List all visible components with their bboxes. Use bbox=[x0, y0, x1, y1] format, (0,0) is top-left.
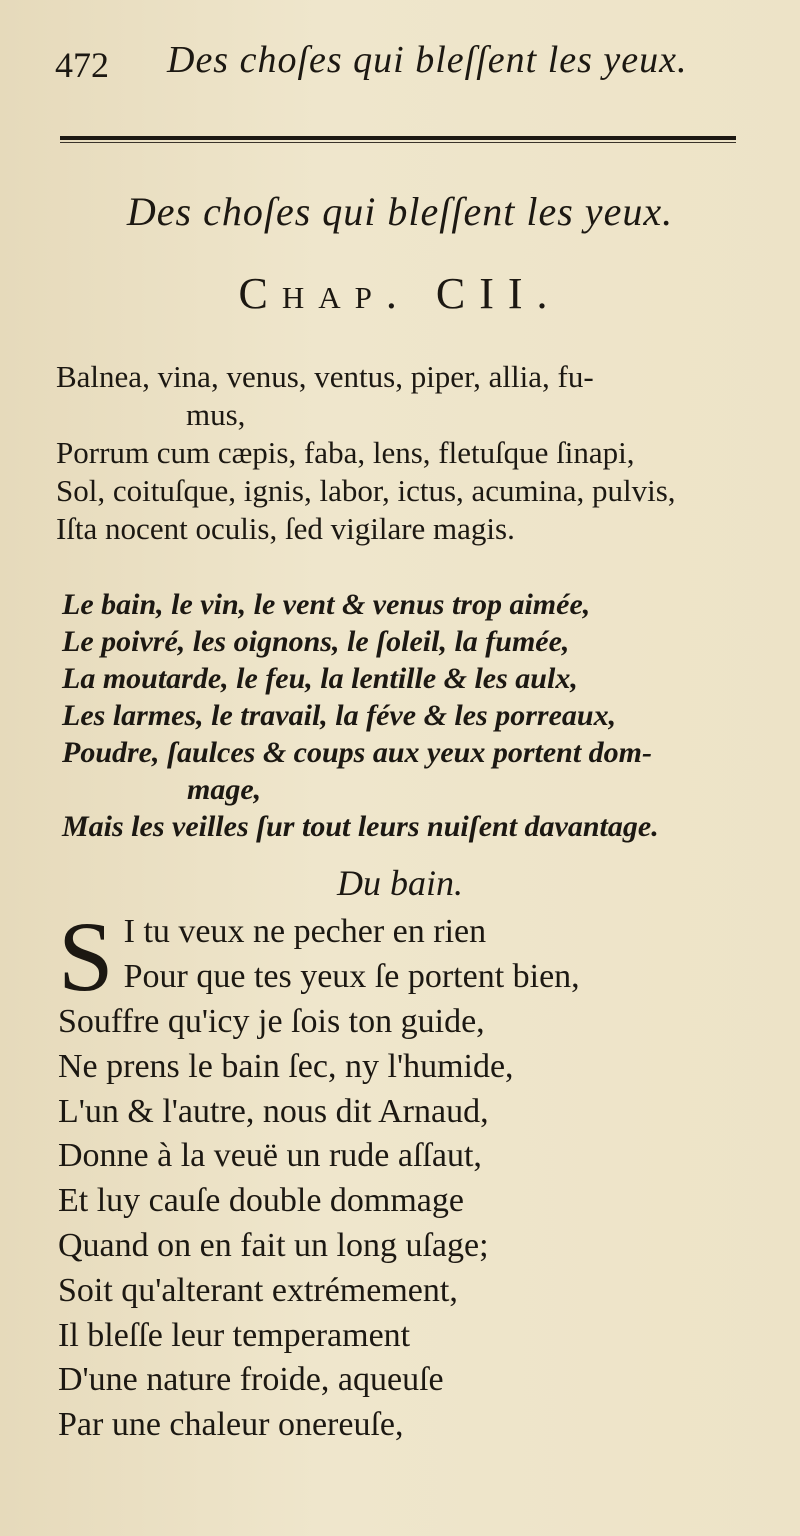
poem-line: Et luy cauſe double dommage bbox=[58, 1182, 464, 1220]
french-line: Le bain, le vin, le vent & venus trop aimée, bbox=[62, 588, 591, 621]
chapter-label: Chap. CII. bbox=[238, 269, 562, 318]
poem-line: L'un & l'autre, nous dit Arnaud, bbox=[58, 1092, 489, 1130]
latin-line: Porrum cum cæpis, faba, lens, fletuſque ſinapi, bbox=[56, 435, 635, 470]
header-rule bbox=[60, 136, 736, 140]
poem-line: Pour que tes yeux ſe portent bien, bbox=[123, 957, 580, 995]
poem-line: Par une chaleur onereuſe, bbox=[58, 1406, 404, 1444]
french-line: La moutarde, le feu, la lentille & les aulx, bbox=[62, 662, 578, 695]
poem-line: Il bleſſe leur temperament bbox=[58, 1316, 411, 1354]
french-line: Mais les veilles ſur tout leurs nuiſent davantage. bbox=[62, 810, 659, 843]
french-line: mage, bbox=[187, 773, 262, 806]
section-title: Des choſes qui bleſſent les yeux. bbox=[126, 189, 674, 234]
french-line: Le poivré, les oignons, le ſoleil, la fumée, bbox=[62, 625, 570, 658]
french-line: Les larmes, le travail, la féve & les porreaux, bbox=[62, 699, 617, 732]
sub-title: Du bain. bbox=[337, 863, 463, 903]
poem-line: Quand on en fait un long uſage; bbox=[58, 1226, 489, 1264]
poem-line: I tu veux ne pecher en rien bbox=[123, 913, 487, 950]
french-verse bbox=[62, 586, 782, 845]
poem-line: Donne à la veuë un rude aſſaut, bbox=[58, 1137, 482, 1175]
poem-line: D'une nature froide, aqueuſe bbox=[58, 1361, 444, 1399]
poem bbox=[58, 901, 778, 1448]
latin-line: mus, bbox=[186, 397, 246, 432]
drop-cap: S bbox=[58, 901, 114, 1012]
page-number: 472 bbox=[55, 45, 109, 85]
running-head: Des choſes qui bleſſent les yeux. bbox=[167, 39, 688, 81]
poem-line: Souffre qu'icy je ſois ton guide, bbox=[58, 1003, 485, 1040]
header-rule-thin bbox=[60, 142, 736, 143]
latin-line: Iſta nocent oculis, ſed vigilare magis. bbox=[56, 511, 515, 546]
page-header bbox=[55, 38, 755, 98]
poem-line: Ne prens le bain ſec, ny l'humide, bbox=[58, 1047, 514, 1085]
latin-verse bbox=[56, 358, 776, 548]
french-line: Poudre, ſaulces & coups aux yeux portent dom- bbox=[62, 736, 652, 769]
latin-line: Balnea, vina, venus, ventus, piper, allia, fu- bbox=[56, 359, 594, 394]
poem-line: Soit qu'alterant extrémement, bbox=[58, 1271, 458, 1309]
latin-line: Sol, coituſque, ignis, labor, ictus, acumina, pulvis, bbox=[56, 473, 676, 508]
